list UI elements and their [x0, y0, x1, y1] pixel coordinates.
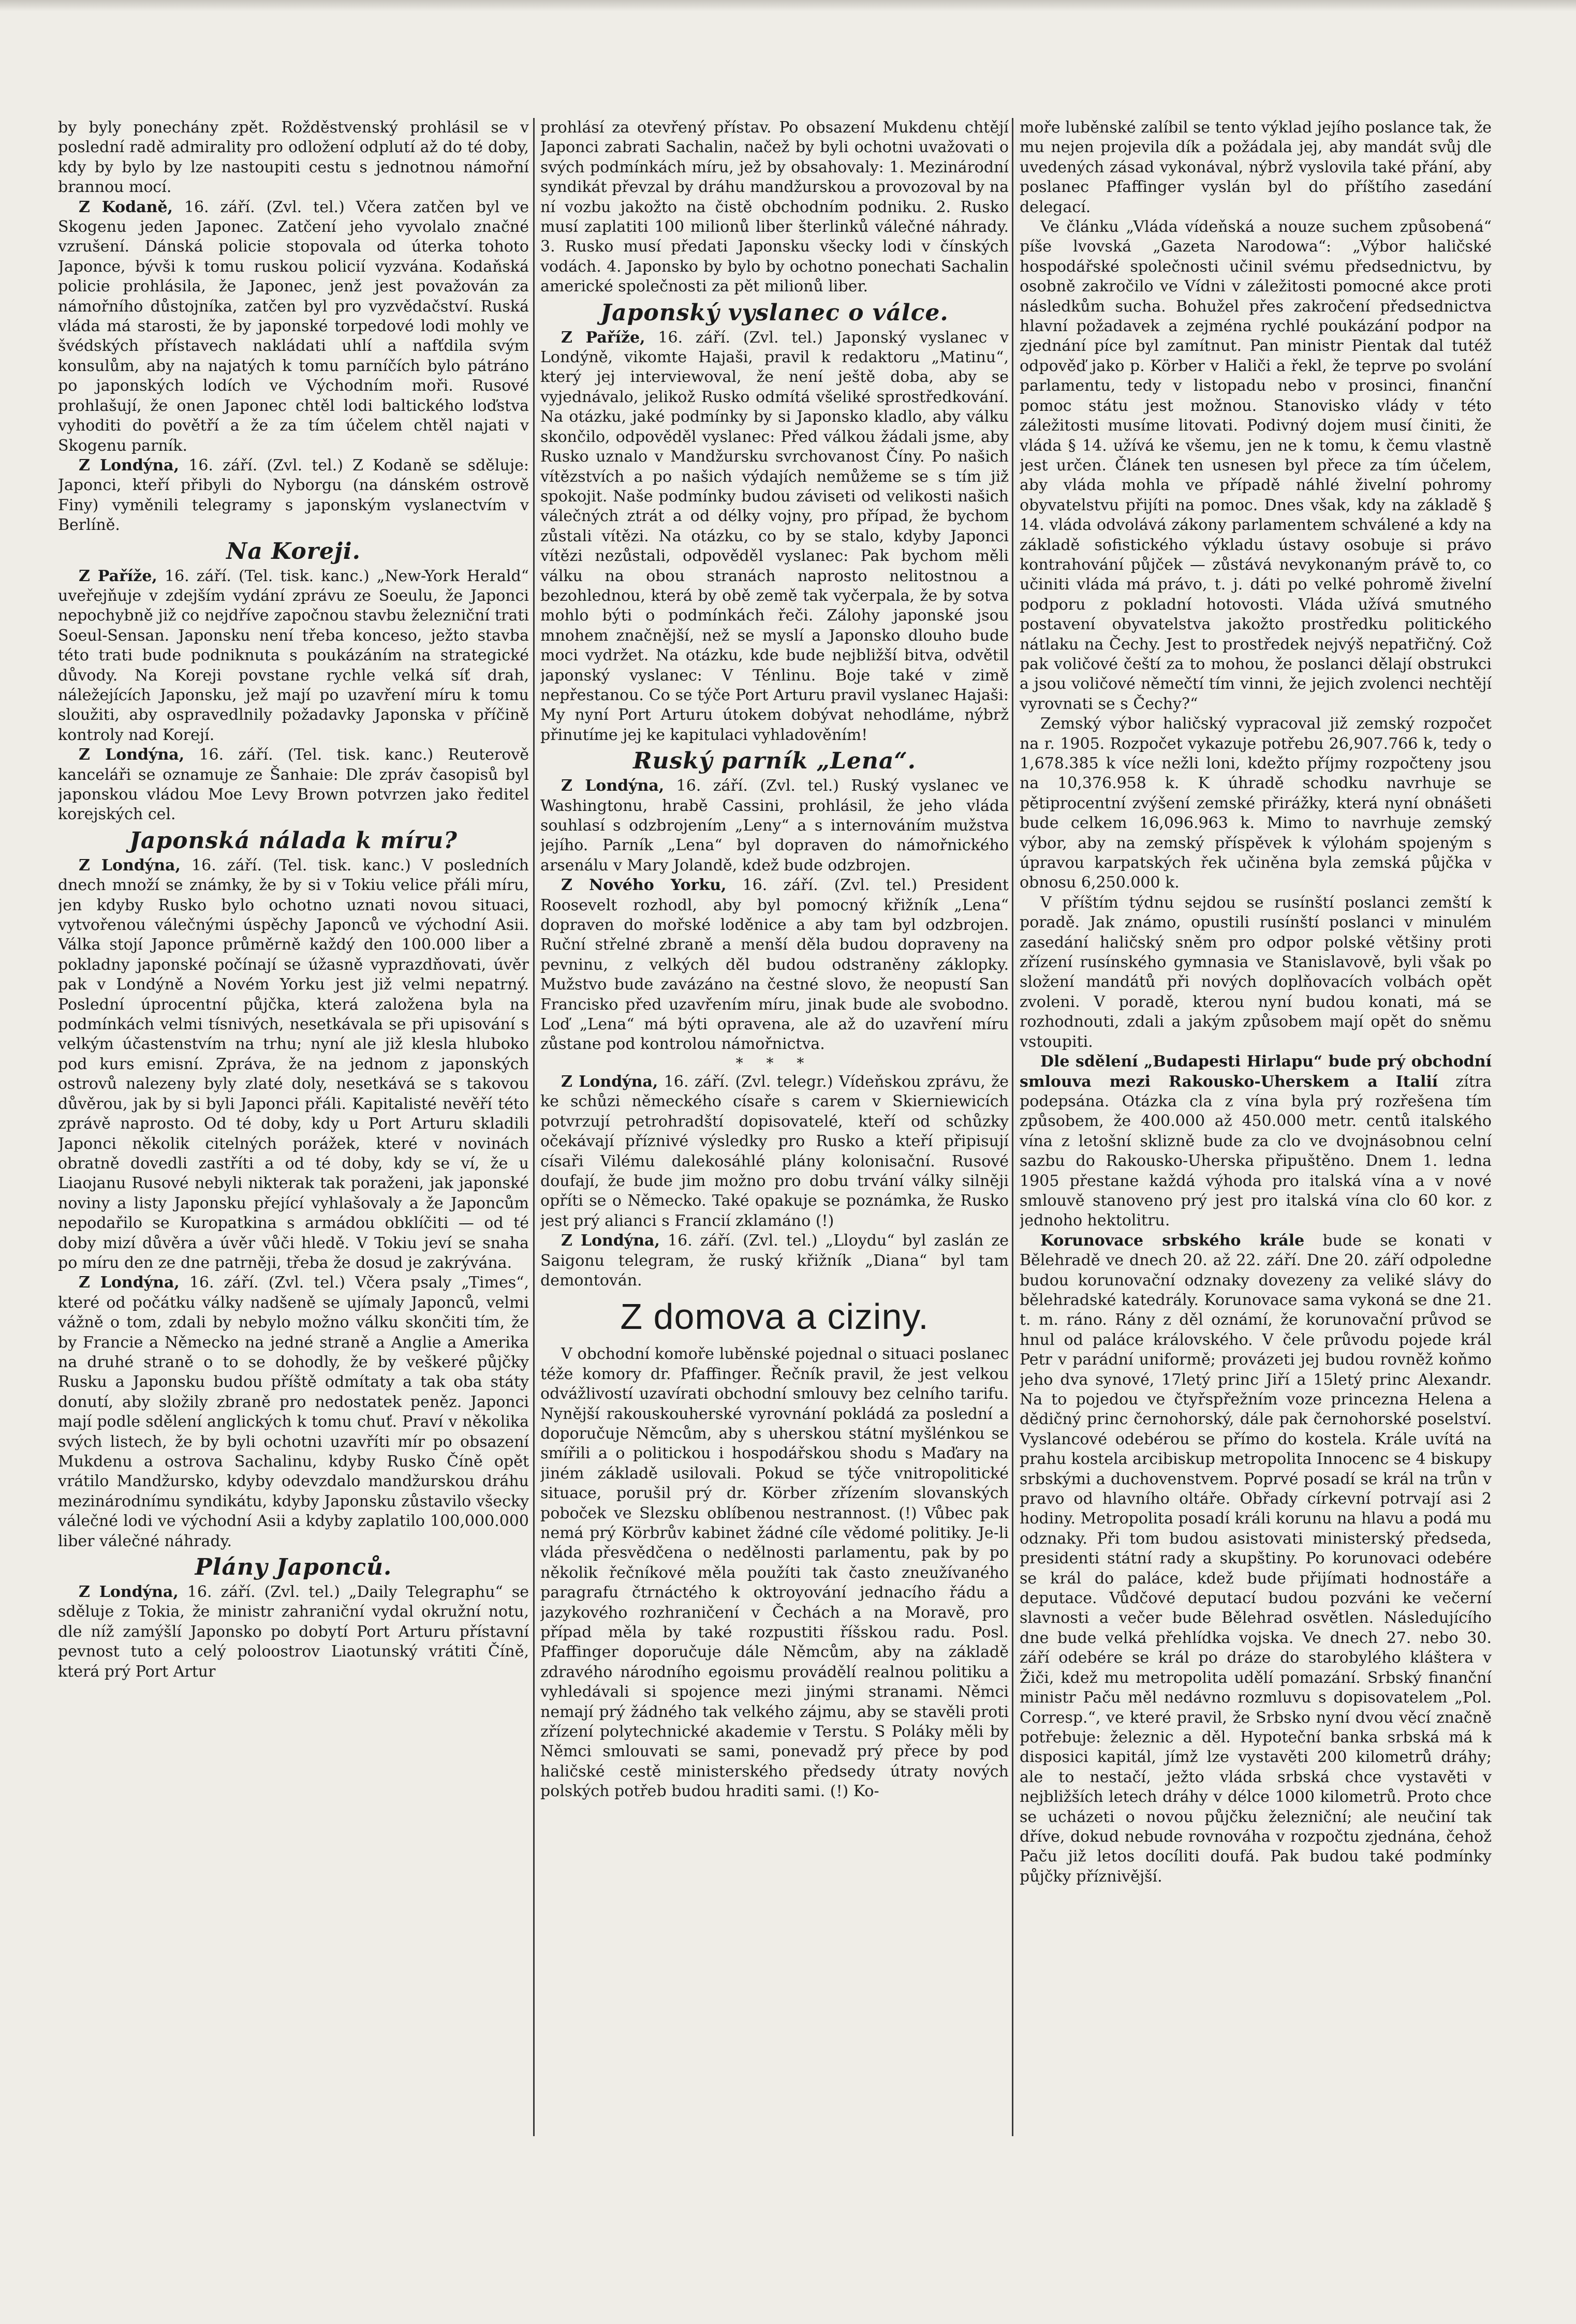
section-heading-large: Z domova a ciziny.	[620, 1296, 929, 1337]
article-paragraph: Z Kodaně, 16. září. (Zvl. tel.) Včera zatčen byl ve Skogenu jeden Japonec. Zatčení jeho vyvolalo značné vzrušení. Dánská policie stopovala od úterka tohoto Japonce, bývši k tomu ruskou policií vyzvána. Kodaňská policie prohlásila, že Japonec, jenž jest považován za námořního důstojníka, zatčen byl pro vyzvědačství. Ruská vláda má starosti, že by japonské torpedové lodi mohly ve švédských přístavech nakládati uhlí a nafťdila svým konsulům, aby na najatých k tomu parníčích bylo pátráno po japonských lodích ve Východním moři. Rusové prohlašují, že onen Japonec chtěl lodi baltického loďstva vyhoditi do povětří a že za tím účelem chtěl najati v Skogenu parník.	[58, 198, 529, 455]
separator-stars: * * *	[735, 1054, 814, 1072]
article-paragraph: Dle sdělení „Budapesti Hirlapu“ bude prý obchodní smlouva mezi Rakousko-Uherskem a Italií zítra podepsána. Otázka cla z vína byla prý rozřešena tím způsobem, že 400.000 až 450.000 metr. centů italského vína z letošní sklizně bude za clo ve dvojnásobnou celní sazbu do Rakousko-Uherska připuštěno. Dnem 1. ledna 1905 přestane každá výhoda pro italská vína a v nové smlouvě stanoveno prý jest pro italská vína clo 60 kor. z jednoho hektolitru.	[1020, 1053, 1492, 1230]
article-paragraph: Z Londýna, 16. září. (Tel. tisk. kanc.) V posledních dnech množí se známky, že by si v Tokiu velice přáli míru, jen kdyby Rusko bylo ochotno uznati novou situaci, vytvořenou válečnými úspěchy Japonců ve východní Asii. Válka stojí Japonce průměrně každý den 100.000 liber a pokladny japonské počínají se úžasně vyprazdňovati, úvěr pak v Londýně a Novém Yorku jest již velmi nepatrný. Poslední úprocentní půjčka, která založena byla na podmínkách velmi tísnivých, nesetkávala se při upisování s velkým účastenstvím na trhu; nyní ale již klesla hluboko pod kurs emisní. Zpráva, že na jednom z japonských ostrovů nalezeny byly zlaté doly, nesetkává se s takovou důvěrou, jak by si byli Japonci přáli. Kapitalisté nevěří této zprávě naprosto. Od té doby, kdy u Port Arturu skladili Japonci několik citelných porážek, které v novinách obratně dovedli zastříti a od té doby, kdy se ví, že u Liaojanu Rusové nebyli nikterak tak poraženi, jak japonské noviny a listy Japonsku přející vyhlašovaly a že Japoncům nepodařilo se Kuropatkina s armádou obklíčiti — od té doby mizí důvěra a úvěr vůči hledě. V Tokiu jeví se snaha po míru den ze dne patrněji, třeba že dosud je zakrývána.	[58, 856, 529, 1272]
article-paragraph: Ve článku „Vláda vídeňská a nouze suchem způsobená“ píše lvovská „Gazeta Narodowa“: „Výbor haličské hospodářské společnosti učinil svému předsednictvu, by osobně zakročilo ve Vídni v záležitosti pomocné akce proti následkům sucha. Bohužel přes zakročení předsednictva hlavní požadavek a zejména rychlé poukázání podpor na zjednání píce byl zamítnut. Pan ministr Pientak dal tutéž odpověď jako p. Körber v Haliči a řekl, že teprve po svolání parlamentu, tedy v listopadu nebo v prosinci, finanční pomoc státu jest možnou. Stanovisko vlády v této záležitosti musíme litovati. Podivný dojem musí činiti, že vláda § 14. užívá ke všemu, jen ne k tomu, k čemu vlastně jest určen. Článek ten usnesen byl přece za tím účelem, aby vláda mohla ve případě náhlé živelní pohromy obyvatelstvu přijíti na pomoc. Dnes však, kdy na základě § 14. vláda odvolává zákony parlamentem schválené a kdy na základě sofistického výkladu ústavy osobuje si právo kontrahování půjček — zůstává nevykonaným právě to, co učiniti vláda má právo, t. j. dáti po velké pohromě živelní podporu z pokladní hotovosti. Vláda užívá smutného postavení obyvatelstva jakožto prostředku politického nátlaku na Čechy. Jest to prostředek nejvýš nepatřičný. Což pak voličové čeští za to mohou, že poslanci dělají obstrukci a jsou voličové němečtí tím vinni, že jejich zvolenci nechtějí vyrovnati se s Čechy?“	[1020, 218, 1492, 713]
article-paragraph: Zemský výbor haličský vypracoval již zemský rozpočet na r. 1905. Rozpočet vykazuje potřebu 26,907.766 k, tedy o 1,678.385 k více nežli loni, kdežto příjmy rozpočteny jsou na 10,376.958 k. K úhradě schodku navrhuje se pětiprocentní zvýšení zemské přirážky, která nyní obnášeti bude celkem 16,096.963 k. Mimo to navrhuje zemský výbor, aby na zemský příspěvek k výlohám spojeným s úpravou karpatských řek učiněna byla zemská půjčka v obnosu 6,250.000 k.	[1020, 715, 1492, 892]
dateline: Z Londýna,	[79, 1583, 179, 1602]
section-heading: Plány Japonců.	[195, 1554, 392, 1581]
article-paragraph: Z Londýna, 16. září. (Zvl. tel.) „Daily Telegraphu“ se sděluje z Tokia, že ministr zahraniční vydal okružní notu, dle níž zamýšlí Japonsko po dobytí Port Arturu přístavní pevnost tuto a celý poloostrov Liaotunský vrátiti Číně, která prý Port Artur	[58, 1583, 529, 1681]
section-heading: Japonská nálada k míru?	[129, 827, 458, 854]
article-paragraph: Z Londýna, 16. září. (Zvl. telegr.) Vídeňskou zprávu, že ke schůzi německého císaře s carem v Skierniewicích potvrzují petrohradští dopisovatelé, kteří od schůzky očekávají příznivé výsledky pro Rusko a kteří připisují císaři Vilému dalekosáhlé plány kolonisační. Rusové doufají, že bude jim možno pro dobu trvání války silněji opříti se o Německo. Také opakuje se poznámka, že Rusko jest prý alianci s Francií zklamáno (!)	[540, 1072, 1009, 1230]
dateline: Z Kodaně,	[79, 198, 173, 216]
dateline: Z Londýna,	[79, 856, 181, 875]
dateline: Z Nového Yorku,	[561, 876, 727, 895]
dateline: Z Paříže,	[79, 567, 157, 585]
dateline: Z Londýna,	[561, 777, 665, 795]
article-paragraph: Z Londýna, 16. září. (Zvl. tel.) Z Kodaně se sděluje: Japonci, kteří přibyli do Nyborgu (na dánském ostrově Finy) vyměnili telegramy s japonským vyslanectvím v Berlíně.	[58, 456, 529, 535]
article-paragraph: Z Paříže, 16. září. (Zvl. tel.) Japonský vyslanec v Londýně, vikomte Hajaši, pravil k redaktoru „Matinu“, který jej interviewoval, že není ještě doba, aby se vyjednávalo, jelikož Rusko odmítá všeliké sprostředkování. Na otázku, jaké podmínky by si Japonsko kladlo, aby válku skončilo, odpověděl vyslanec: Před válkou žádali jsme, aby Rusko uznalo v Mandžursku svrchovanost Číny. Po našich vítězstvích a po našich výdajích nemůžeme se s tím již spokojit. Naše podmínky budou záviseti od velikosti našich válečných ztrát a od délky vojny, pro případ, že bychom zůstali vítězi. Na otázku, co by se stalo, kdyby Japonci vítězi nezůstali, odpověděl vyslanec: Pak bychom měli válku na obou stranách naprosto nelitostnou a bezohlednou, která by obě země tak vyčerpala, že by sotva mohlo býti o podmínkách řeči. Zálohy japonské jsou mnohem značnější, než se myslí a Japonsko dlouho bude moci vydržet. Na otázku, kde bude nejbližší bitva, odvětil japonský vyslanec: V Ténlinu. Boje také v zimě nepřestanou. Co se týče Port Arturu pravil vyslanec Hajaši: My nyní Port Arturu útokem dobývat nehodláme, nýbrž přinutíme jej ke kapitulaci vyhladověním!	[540, 328, 1009, 744]
dateline: Z Londýna,	[79, 746, 185, 764]
article-paragraph: Z Londýna, 16. září. (Tel. tisk. kanc.) Reuterově kanceláři se oznamuje ze Šanhaie: Dle zpráv časopisů byl japonskou vládou Moe Levy Brown potvrzen jako ředitel korejských cel.	[58, 746, 529, 824]
article-paragraph: Z Londýna, 16. září. (Zvl. tel.) Ruský vyslanec ve Washingtonu, hrabě Cassini, prohlásil, že jeho vláda souhlasí s odzbrojením „Leny“ a s internováním mužstva jejího. Parník „Lena“ byl dopraven do námořnického arsenálu v Mary Jolandě, kdež bude odzbrojen.	[540, 777, 1009, 875]
column-rule	[1012, 118, 1013, 2136]
article-paragraph: by byly ponechány zpět. Rožděstvenský prohlásil se v poslední radě admirality pro odložení odplutí až do té doby, kdy by bylo by lze nastoupiti cestu s jednotnou námořní brannou mocí.	[58, 119, 529, 197]
paragraph-lead: Dle sdělení „Budapesti Hirlapu“ bude prý obchodní smlouva mezi Rakousko-Uherskem a Italií	[1020, 1053, 1492, 1091]
article-paragraph: Korunovace srbského krále bude se konati v Bělehradě ve dnech 20. až 22. září. Dne 20. září odpoledne budou korunovační odznaky dovezeny za veliké slávy do bělehradské katedrály. Korunovace sama vykoná se dne 21. t. m. ráno. Rány z děl oznámí, že korunovační průvod se hnul od paláce královského. V čele průvodu pojede král Petr v parádní uniformě; provázeti jej budou rovněž koňmo jeho dva synové, 17letý princ Jiří a 15letý princ Alexandr. Na to pojedou ve čtyřspřežním voze princezna Helena a dědičný princ černohorský, dále pak černohorské poselství. Vyslancové odebérou se přímo do kostela. Krále uvítá na prahu kostela arcibiskup metropolita Innocenc se 4 biskupy srbskými a duchovenstvem. Poprvé posadí se král na trůn v pravo od hlavního oltáře. Obřady církevní potrvají asi 2 hodiny. Metropolita posadí králi korunu na hlavu a podá mu odznaky. Při tom budou asistovati ministerský předseda, presidenti státní rady a skupštiny. Po korunovaci odebére se král do paláce, kdež bude přijímati hodnostáře a deputace. Vůdčové deputací budou pozváni ke večerní slavnosti a večer bude Bělehrad osvětlen. Následujícího dne bude velká přehlídka vojska. Ve dnech 27. nebo 30. září odebére se král po dráze do starobylého kláštera v Žiči, kdež mu metropolita udělí pomazání. Srbský finanční ministr Paču měl nedávno rozmluvu s dopisovatelem „Pol. Corresp.“, ve které pravil, že Srbsko nyní dvou věcí značně potřebuje: železnic a děl. Hypoteční banka srbská má k disposici kapitál, jímž lze vystavěti 200 kilometrů dráhy; ale to nestačí, ježto vláda srbská chce vystavěti v nejbližších letech dráhy v délce 1000 kilometrů. Proto chce se ucházeti o novou půjčku železniční; ale neučiní tak dříve, dokud nebude rovnováha v rozpočtu zjednána, čehož Paču již letos docíliti doufá. Pak budou také podmínky půjčky příznivější.	[1020, 1231, 1492, 1886]
dateline: Z Londýna,	[561, 1072, 658, 1091]
article-paragraph: Z Londýna, 16. září. (Zvl. tel.) „Lloydu“ byl zaslán ze Saigonu telegram, že ruský křižník „Diana“ byl tam demontován.	[540, 1232, 1009, 1290]
dateline: Z Londýna,	[561, 1232, 660, 1250]
column-rule	[533, 118, 535, 2136]
column-3	[1020, 118, 1492, 2136]
section-heading: Ruský parník „Lena“.	[632, 748, 917, 775]
column-2	[540, 118, 1009, 2136]
column-1	[58, 118, 529, 2136]
dateline: Z Paříže,	[561, 328, 645, 347]
page-edge	[0, 0, 1576, 11]
paragraph-lead: Korunovace srbského krále	[1040, 1231, 1305, 1250]
section-heading: Japonský vyslanec o válce.	[600, 299, 949, 326]
newspaper-page	[58, 118, 1492, 2136]
dateline: Z Londýna,	[79, 1274, 180, 1292]
article-paragraph: prohlásí za otevřený přístav. Po obsazení Mukdenu chtějí Japonci zabrati Sachalin, načež by byli ochotni uvažovati o svých podmínkách míru, jež by obsahovaly: 1. Mezinárodní syndikát převzal by dráhu mandžurskou a provozoval by na ní vozbu jakožto na čistě obchodním podniku. 2. Rusko musí zaplatiti 100 milionů liber šterlinků válečné náhrady. 3. Rusko musí předati Japonsku všecky lodi v čínských vodách. 4. Japonsko by bylo by ochotno ponechati Sachalin americké společnosti za pět milionů liber.	[540, 119, 1009, 296]
article-paragraph: moře luběnské zalíbil se tento výklad jejího poslance tak, že mu nejen projevila dík a požádala jej, aby mandát svůj dle uvedených zásad vykonával, nýbrž vyslovila také přání, aby poslanec Pfaffinger vyslán byl do příštího zasedání delegací.	[1020, 119, 1492, 216]
article-paragraph: V příštím týdnu sejdou se rusínští poslanci zemští k poradě. Jak známo, opustili rusínští poslanci v minulém zasedání haličský sněm pro odpor polské většiny proti zřízení rusínského gymnasia ve Stanislavově, byli však po složení mandátů při nových doplňovacích volbách opět zvoleni. V poradě, kterou nyní budou konati, má se rozhodnouti, zdali a jakým způsobem mají opět do sněmu vstoupiti.	[1020, 893, 1492, 1051]
article-paragraph: Z Paříže, 16. září. (Tel. tisk. kanc.) „New-York Herald“ uveřejňuje v zdejším vydání zprávu ze Soeulu, že Japonci nepochybně již co nejdříve započnou stavbu železniční trati Soeul-Sensan. Japonsku není třeba konceso, ježto stavba této trati bude podniknuta s poukázáním na strategické důvody. Na Koreji povstane rychle velká síť drah, náležejících Japonsku, jež mají po uzavření míru k tomu sloužiti, aby ospravedlnily požadavky Japonska v příčině kontroly nad Korejí.	[58, 567, 529, 744]
dateline: Z Londýna,	[79, 456, 180, 475]
article-paragraph: Z Nového Yorku, 16. září. (Zvl. tel.) President Roosevelt rozhodl, aby byl pomocný křižník „Lena“ dopraven do mořské loděnice a aby tam byl odzbrojen. Ruční střelné zbraně a menší děla budou dopraveny na pevninu, z velkých děl budou odstraněny záklopky. Mužstvo bude zavázáno na čestné slovo, že neopustí San Francisko před uzavřením míru, jinak bude ale svobodno. Loď „Lena“ má býti opravena, ale až do uzavření míru zůstane pod kontrolou námořnictva.	[540, 876, 1009, 1054]
article-paragraph: Z Londýna, 16. září. (Zvl. tel.) Včera psaly „Times“, které od počátku války nadšeně se ujímaly Japonců, velmi vážně o tom, zdali by nebylo možno válku skončiti tím, že by Francie a Německo na jedné straně a Anglie a Amerika na druhé straně o to se dohodly, že by veškeré půjčky Rusku a Japonsku budou příště odmítaty a tak oba státy donutí, aby složily zbraně pro nedostatek peněz. Japonci mají podle sdělení anglických k tomu chuť. Praví v několika svých listech, že by byli ochotni uzavříti mír po obsazení Mukdenu a ostrova Sachalinu, kdyby Rusko Číně opět vrátilo Mandžursko, kdyby odevzdalo mandžurskou dráhu mezinárodnímu syndikátu, kdyby Japonsku zůstavilo všecky válečné lodi ve východní Asii a kdyby zaplatilo 100,000.000 liber válečné náhrady.	[58, 1274, 529, 1550]
section-heading: Na Koreji.	[226, 538, 361, 565]
article-paragraph: V obchodní komoře luběnské pojednal o situaci poslanec téže komory dr. Pfaffinger. Řečník pravil, že jest velkou odvážlivostí uzavírati obchodní smlouvy bez celního tarifu. Nynější rakouskouherské vyrovnání pokládá za poslední a doporučuje Němcům, aby s uherskou státní myšlénkou se smířili a o politickou i hospodářskou shodu s Maďary na jiném základě usilovali. Pokud se týče vnitropolitické situace, porušil prý dr. Körber zřízením slovanských poboček ve Slezsku oblíbenou nestrannost. (!) Vůbec pak nemá prý Körbrův kabinet žádné cíle vědomé politiky. Je-li vláda přesvědčena o nedělnosti parlamentu, pak by po několik řečníkové měla použíti tak často zneužívaného paragrafu čtrnáctého k oktroyování jednacího řádu a jazykového rozhraničení v Čechách a na Moravě, pro případ měla by také rozpustiti říšskou radu. Posl. Pfaffinger doporučuje dále Němcům, aby na základě zdravého národního egoismu provádělí realnou politiku a vyhledávali si spojence mezi jinými stranami. Němci nemají prý žádného tak velkého zájmu, aby se stavěli proti zřízení polytechnické akademie v Terstu. S Poláky měli by Němci smlouvati se sami, ponevadž prý přece by pod haličské cestě ministerského předsedy útraty nových polských potřeb budou hraditi sami. (!) Ko-	[540, 1345, 1009, 1801]
